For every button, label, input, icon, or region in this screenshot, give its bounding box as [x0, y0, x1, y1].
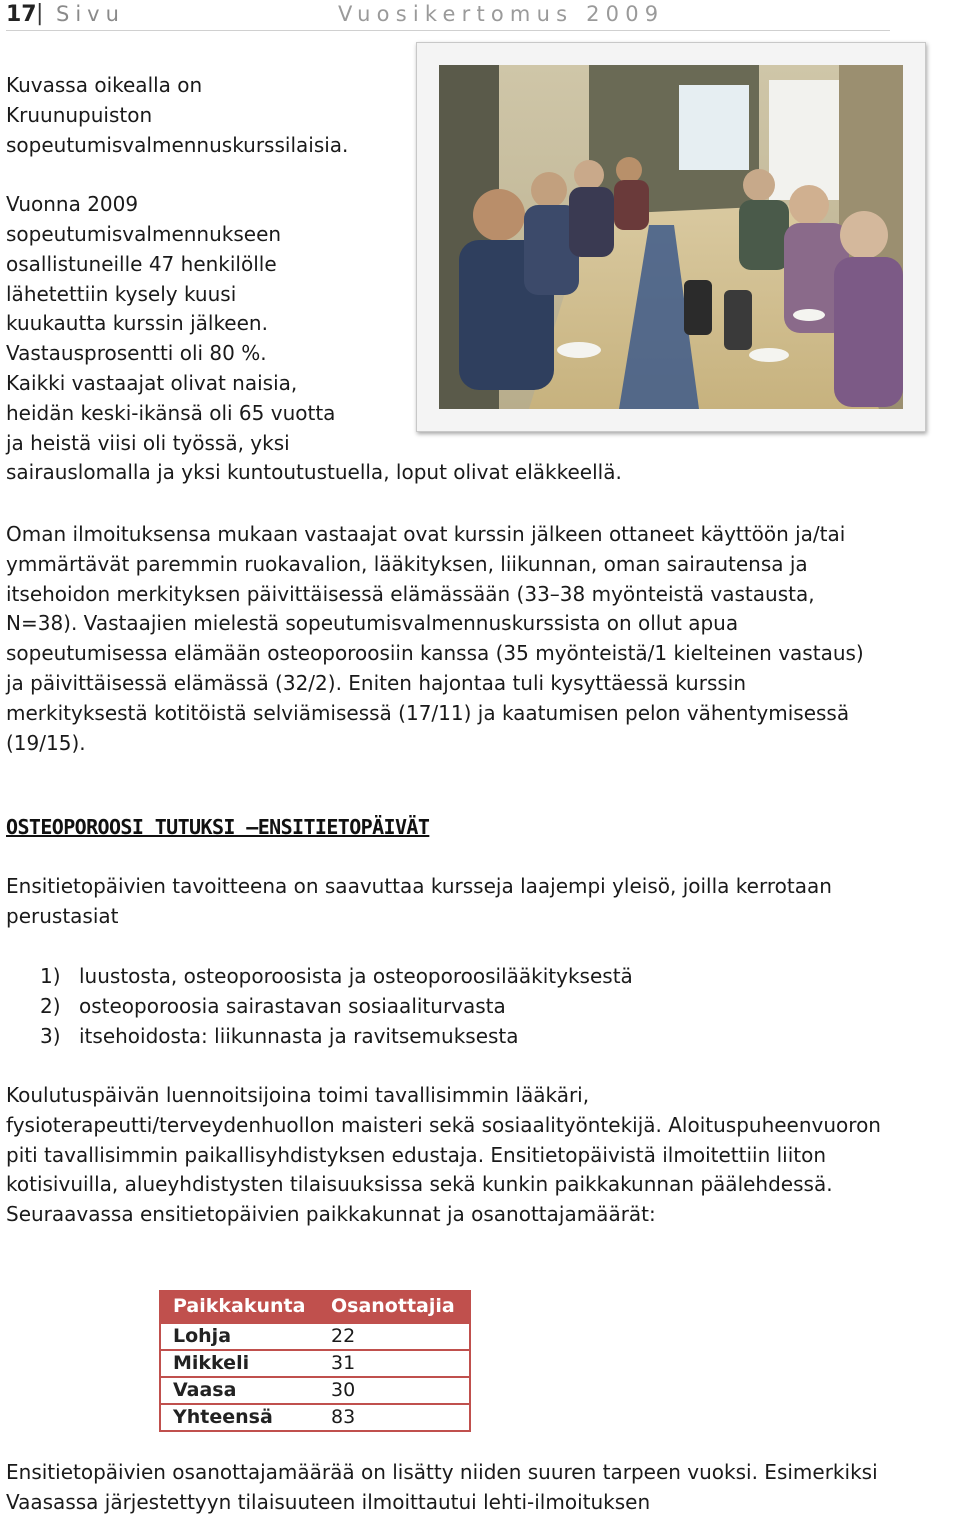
participants-table — [159, 1290, 471, 1432]
list-text: luustosta, osteoporoosista ja osteoporoosilääkityksestä — [79, 964, 633, 988]
cell-place: Yhteensä — [160, 1404, 319, 1431]
intro-line: heidän keski-ikänsä oli 65 vuotta — [6, 400, 336, 425]
closing-paragraph: Ensitietopäivien osanottajamäärää on lisätty niiden suuren tarpeen vuoksi. Esimerkiksi Vaasassa järjestettyyn tilaisuuteen ilmoittautui lehti-ilmoituksen — [6, 1460, 878, 1514]
page-header — [6, 0, 890, 31]
table-row — [160, 1323, 470, 1350]
cell-count: 30 — [319, 1377, 470, 1404]
cell-place: Mikkeli — [160, 1350, 319, 1377]
intro-line: sairauslomalla ja yksi kuntoutustuella, loput olivat eläkkeellä. — [6, 460, 622, 485]
list-text: itsehoidosta: liikunnasta ja ravitsemuksesta — [79, 1023, 519, 1048]
intro-paragraph — [6, 71, 706, 488]
intro-line: Vastausprosentti oli 80 %. — [6, 341, 267, 366]
intro-line: sopeutumisvalmennukseen — [6, 221, 282, 246]
cell-place: Lohja — [160, 1323, 319, 1350]
page-word: Sivu — [56, 2, 125, 26]
document-title: Vuosikertomus 2009 — [338, 2, 665, 26]
intro-line — [6, 160, 706, 190]
intro-line: Kaikki vastaajat olivat naisia, — [6, 370, 298, 395]
list-number: 1) — [40, 964, 61, 988]
cell-count: 22 — [319, 1323, 470, 1350]
intro-line: Vuonna 2009 — [6, 192, 139, 217]
cell-count: 31 — [319, 1350, 470, 1377]
topics-list — [40, 962, 633, 1051]
list-text: osteoporoosia sairastavan sosiaaliturvasta — [79, 993, 506, 1018]
lecturers-paragraph: Koulutuspäivän luennoitsijoina toimi tavallisimmin lääkäri, fysioterapeutti/terveydenhuollon maisteri sekä sosiaalityöntekijä. Aloituspuheenvuoron piti tavallisimmin paikallisyhdistyksen edustaja. Ensitietopäivistä ilmoitettiin liiton kotisivuilla, alueyhdistysten tilaisuuksissa sekä kunkin paikkakunnan päälehdessä. Seuraavassa ensitietopäivien paikkakunnat ja osanottajamäärät: — [6, 1083, 881, 1227]
intro-line: sopeutumisvalmennuskurssilaisia. — [6, 132, 349, 157]
list-item — [40, 992, 633, 1022]
list-number: 3) — [40, 1023, 61, 1048]
header-separator: | — [36, 1, 44, 26]
page-number: 17 — [6, 2, 37, 27]
column-header-count: Osanottajia — [319, 1291, 470, 1323]
table-row — [160, 1377, 470, 1404]
intro-line: Kuvassa oikealla on — [6, 73, 203, 97]
list-item — [40, 1022, 633, 1052]
intro-line: kuukautta kurssin jälkeen. — [6, 311, 268, 336]
cell-count: 83 — [319, 1404, 470, 1431]
intro-line: ja heistä viisi oli työssä, yksi — [6, 430, 290, 455]
ensitieto-intro-paragraph: Ensitietopäivien tavoitteena on saavuttaa kursseja laajempi yleisö, joilla kerrotaan perustasiat — [6, 874, 832, 928]
table-header-row — [160, 1291, 470, 1323]
intro-line: Kruunupuiston — [6, 102, 153, 127]
intro-line: lähetettiin kysely kuusi — [6, 281, 237, 306]
survey-results-paragraph: Oman ilmoituksensa mukaan vastaajat ovat kurssin jälkeen ottaneet käyttöön ja/tai ymmärtävät paremmin ruokavalion, lääkityksen, liikunnan, oman sairautensa ja itsehoidon merkityksen päivittäisessä elämässään (33–38 myönteistä vastausta, N=38). Vastaajien mielestä sopeutumisvalmennuskurssista on ollut apua sopeutumisessa elämään osteoporoosiin kanssa (35 myönteistä/1 kielteinen vastaus) ja päivittäisessä elämässä (32/2). Eniten hajontaa tuli kysyttäessä kurssin merkityksestä kotitöistä selviämisessä (17/11) ja kaatumisen pelon vähentymisessä (19/15). — [6, 522, 864, 755]
table-row — [160, 1404, 470, 1431]
list-item — [40, 962, 633, 992]
cell-place: Vaasa — [160, 1377, 319, 1404]
column-header-place: Paikkakunta — [160, 1291, 319, 1323]
list-number: 2) — [40, 993, 61, 1018]
table-row — [160, 1350, 470, 1377]
section-heading: OSTEOPOROOSI TUTUKSI –ENSITIETOPÄIVÄT — [6, 815, 430, 839]
intro-line: osallistuneille 47 henkilölle — [6, 251, 277, 276]
